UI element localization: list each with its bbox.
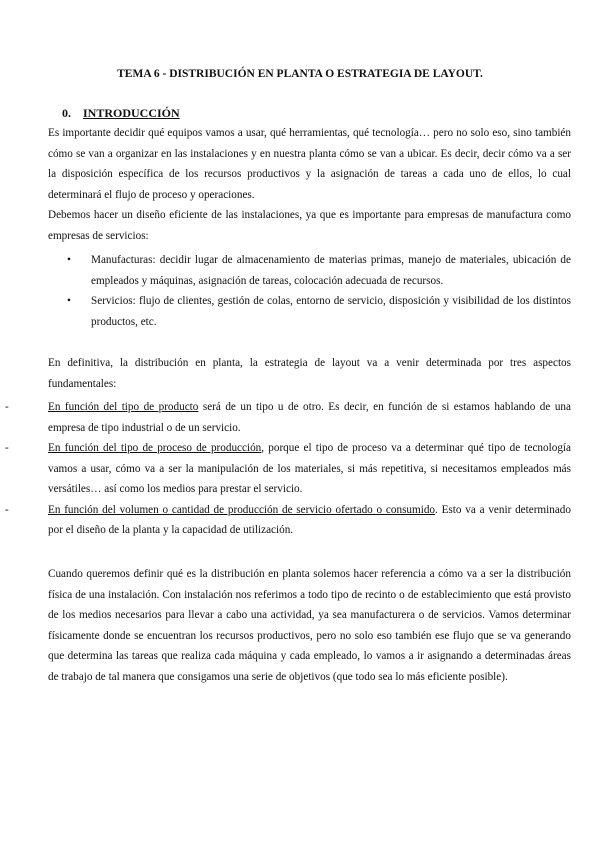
bullet-item [67,250,571,291]
definition-block [48,564,571,687]
bullet-list [67,250,571,332]
dash-icon: - [5,503,9,516]
aspect-text: , porque el tipo de proceso va a determinar qué tipo de tecnología vamos a usar, cómo va a ser la manipulación de los materiales, si más repetitiva, si necesitamos empleados más versátiles… así como los medios para prestar el servicio. [48,442,571,495]
aspect-title: En función del tipo de producto [48,401,199,413]
aspect-title: En función del tipo de proceso de producción [48,442,262,454]
section-number: 0. [62,106,71,120]
bullet-item [67,291,571,332]
summary-block [48,353,571,394]
section-label: INTRODUCCIÓN [83,106,180,120]
aspect-item [0,438,571,500]
intro-paragraph-2: Debemos hacer un diseño eficiente de las instalaciones, ya que es importante para empresas de manufactura como empresas de servicios: [48,209,571,242]
aspects-list [0,397,571,541]
aspect-text: . Esto va a venir determinado por el diseño de la planta y la capacidad de utilización. [48,503,571,536]
aspect-title: En función del volumen o cantidad de producción de servicio ofertado o consumido [48,503,436,516]
page-title: TEMA 6 - DISTRIBUCIÓN EN PLANTA O ESTRATEGIA DE LAYOUT. [117,68,483,80]
dash-icon: - [5,401,9,413]
aspect-item [0,500,571,541]
intro-paragraph-1: Es importante decidir qué equipos vamos a usar, qué herramientas, qué tecnología… pero no solo eso, sino también cómo se van a organizar en las instalaciones y en nuestra planta cómo se van a ubicar. Es decir, decir cómo va a ser la disposición específica de los recursos productivos y la asignación de tareas a cada uno de ellos, lo cual determinará el flujo de proceso y operaciones. [48,127,571,201]
bullet-icon: • [67,254,71,266]
intro-block [48,123,571,246]
aspect-text: será de un tipo u de otro. Es decir, en función de si estamos hablando de una empresa de tipo industrial o de un servicio. [48,401,571,434]
summary-paragraph: En definitiva, la distribución en planta, la estrategia de layout va a venir determinada por tres aspectos fundamentales: [48,357,571,390]
definition-paragraph: Cuando queremos definir qué es la distribución en planta solemos hacer referencia a cómo va a ser la distribución física de una instalación. Con instalación nos referimos a todo tipo de recinto o de establecimiento que está provisto de los medios necesarios para llevar a cabo una actividad, ya sea manufacturera o de servicios. Vamos determinar físicamente donde se encuentran los recursos productivos, pero no solo eso también ese flujo que se va generando que determina las tareas que realiza cada máquina y cada empleado, lo vamos a ir asignando a determinadas áreas de trabajo de tal manera que consigamos una serie de objetivos (que todo sea lo más eficiente posible). [48,568,571,683]
dash-icon: - [5,442,9,454]
section-heading [62,103,180,123]
bullet-icon: • [67,295,71,307]
bullet-text: Servicios: flujo de clientes, gestión de colas, entorno de servicio, disposición y visibilidad de los distintos productos, etc. [91,295,571,328]
aspect-item [0,397,571,438]
bullet-text: Manufacturas: decidir lugar de almacenamiento de materias primas, manejo de materiales, ubicación de empleados y máquinas, asignación de tareas, colocación adecuada de recursos. [91,254,571,287]
